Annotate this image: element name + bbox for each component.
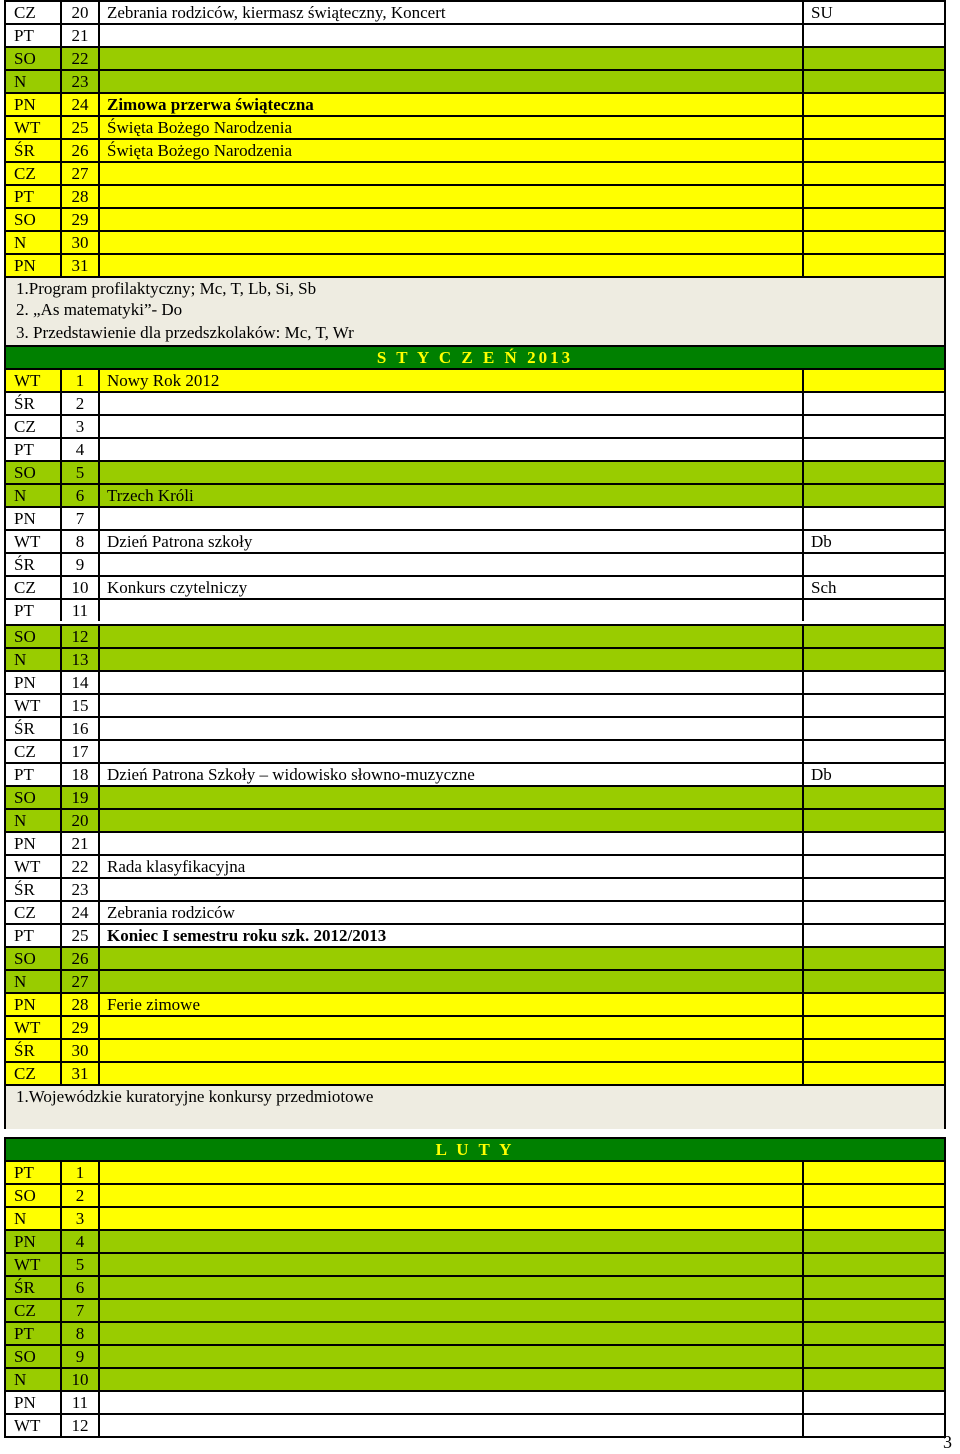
day-of-week: PN [4,253,60,276]
day-number: 11 [60,598,98,621]
responsible [802,1344,946,1367]
event-text [98,1252,802,1275]
table-row [4,1344,946,1367]
responsible [802,23,946,46]
day-number: 5 [60,460,98,483]
day-of-week: SO [4,624,60,647]
table-row [4,460,946,483]
table-row [4,23,946,46]
table-row [4,1206,946,1229]
table-row [4,1160,946,1183]
note-line: 1.Wojewódzkie kuratoryjne konkursy przedmiotowe [4,1084,946,1129]
responsible [802,1160,946,1183]
day-number: 1 [60,1160,98,1183]
responsible [802,831,946,854]
responsible [802,1206,946,1229]
responsible [802,368,946,391]
table-row [4,207,946,230]
day-number: 9 [60,552,98,575]
event-text [98,552,802,575]
event-text: Nowy Rok 2012 [98,368,802,391]
day-number: 31 [60,253,98,276]
day-number: 28 [60,992,98,1015]
responsible [802,854,946,877]
day-of-week: N [4,808,60,831]
table-row [4,1413,946,1436]
event-text [98,1229,802,1252]
day-number: 2 [60,1183,98,1206]
event-text [98,506,802,529]
table-row [4,138,946,161]
responsible: Db [802,762,946,785]
day-number: 12 [60,1413,98,1436]
event-text: Święta Bożego Narodzenia [98,138,802,161]
event-text: Trzech Króli [98,483,802,506]
table-row [4,1275,946,1298]
day-of-week: WT [4,529,60,552]
responsible [802,138,946,161]
table-row [4,161,946,184]
responsible [802,230,946,253]
responsible [802,1367,946,1390]
day-number: 30 [60,230,98,253]
responsible [802,437,946,460]
table-row [4,900,946,923]
table-row [4,1252,946,1275]
day-number: 7 [60,506,98,529]
day-number: 22 [60,46,98,69]
responsible: Db [802,529,946,552]
day-of-week: WT [4,1413,60,1436]
day-of-week: N [4,1206,60,1229]
responsible [802,1229,946,1252]
day-number: 29 [60,1015,98,1038]
table-row [4,1229,946,1252]
responsible [802,624,946,647]
day-of-week: CZ [4,161,60,184]
event-text [98,1413,802,1436]
day-of-week: PN [4,506,60,529]
day-of-week: SO [4,946,60,969]
table-row [4,1390,946,1413]
day-of-week: CZ [4,414,60,437]
responsible [802,670,946,693]
day-of-week: CZ [4,1298,60,1321]
table-row [4,877,946,900]
day-number: 18 [60,762,98,785]
day-of-week: WT [4,1252,60,1275]
responsible [802,460,946,483]
day-number: 10 [60,575,98,598]
event-text [98,69,802,92]
day-of-week: ŚR [4,391,60,414]
day-of-week: CZ [4,739,60,762]
event-text: Rada klasyfikacyjna [98,854,802,877]
event-text [98,1321,802,1344]
day-of-week: PN [4,1229,60,1252]
responsible [802,391,946,414]
day-number: 13 [60,647,98,670]
responsible [802,414,946,437]
event-text: Święta Bożego Narodzenia [98,115,802,138]
responsible [802,1038,946,1061]
responsible [802,598,946,621]
responsible [802,552,946,575]
day-number: 25 [60,923,98,946]
table-row [4,1183,946,1206]
event-text [98,647,802,670]
day-number: 6 [60,483,98,506]
event-text [98,946,802,969]
responsible [802,992,946,1015]
day-of-week: N [4,69,60,92]
day-number: 10 [60,1367,98,1390]
event-text [98,460,802,483]
month-header: S T Y C Z E Ń 2013 [4,345,946,368]
event-text [98,1390,802,1413]
table-row [4,437,946,460]
day-of-week: N [4,647,60,670]
day-number: 3 [60,1206,98,1229]
event-text: Zebrania rodziców [98,900,802,923]
day-number: 30 [60,1038,98,1061]
day-number: 3 [60,414,98,437]
month-header: L U T Y [4,1137,946,1160]
event-text [98,969,802,992]
day-of-week: CZ [4,575,60,598]
day-of-week: PT [4,1321,60,1344]
event-text: Ferie zimowe [98,992,802,1015]
table-row [4,575,946,598]
table-row [4,253,946,276]
table-row [4,992,946,1015]
day-of-week: WT [4,693,60,716]
event-text [98,414,802,437]
day-of-week: ŚR [4,552,60,575]
day-number: 16 [60,716,98,739]
day-of-week: PN [4,992,60,1015]
table-row [4,969,946,992]
responsible [802,716,946,739]
table-row [4,115,946,138]
note-line: 3. Przedstawienie dla przedszkolaków: Mc, T, Wr [4,322,946,345]
day-number: 5 [60,1252,98,1275]
table-row [4,414,946,437]
day-of-week: WT [4,1015,60,1038]
day-of-week: PN [4,670,60,693]
responsible [802,946,946,969]
table-row [4,785,946,808]
day-number: 24 [60,92,98,115]
responsible [802,900,946,923]
table-row [4,1038,946,1061]
table-row [4,1015,946,1038]
responsible [802,785,946,808]
event-text [98,1344,802,1367]
event-text [98,1275,802,1298]
responsible [802,739,946,762]
day-number: 11 [60,1390,98,1413]
day-of-week: PN [4,831,60,854]
event-text [98,831,802,854]
day-of-week: WT [4,854,60,877]
table-row [4,46,946,69]
section-gap [4,1129,946,1137]
day-number: 21 [60,23,98,46]
day-of-week: PT [4,23,60,46]
day-of-week: PT [4,184,60,207]
responsible [802,69,946,92]
responsible [802,1390,946,1413]
table-row [4,624,946,647]
event-text [98,23,802,46]
table-row [4,693,946,716]
note-line: 2. „As matematyki”- Do [4,299,946,322]
event-text [98,739,802,762]
day-of-week: SO [4,785,60,808]
day-number: 14 [60,670,98,693]
day-number: 23 [60,69,98,92]
day-of-week: PT [4,437,60,460]
day-of-week: PT [4,598,60,621]
event-text [98,877,802,900]
table-row [4,92,946,115]
day-of-week: N [4,1367,60,1390]
responsible [802,1321,946,1344]
calendar-table [4,0,946,1438]
day-of-week: WT [4,368,60,391]
responsible [802,969,946,992]
table-row [4,1321,946,1344]
responsible [802,161,946,184]
day-number: 24 [60,900,98,923]
table-row [4,831,946,854]
day-of-week: WT [4,115,60,138]
table-row [4,1061,946,1084]
day-of-week: SO [4,460,60,483]
day-number: 20 [60,808,98,831]
day-of-week: ŚR [4,716,60,739]
event-text [98,1038,802,1061]
table-row [4,647,946,670]
event-text [98,437,802,460]
table-row [4,1298,946,1321]
table-row [4,483,946,506]
responsible [802,207,946,230]
table-row [4,529,946,552]
event-text [98,598,802,621]
page-number: 3 [943,1432,952,1452]
day-of-week: CZ [4,0,60,23]
day-number: 26 [60,946,98,969]
responsible [802,115,946,138]
event-text [98,1160,802,1183]
responsible [802,647,946,670]
day-number: 27 [60,161,98,184]
responsible [802,253,946,276]
day-number: 27 [60,969,98,992]
day-number: 29 [60,207,98,230]
day-of-week: PT [4,762,60,785]
day-number: 20 [60,0,98,23]
responsible [802,808,946,831]
table-row [4,368,946,391]
day-of-week: ŚR [4,1275,60,1298]
responsible [802,483,946,506]
day-of-week: ŚR [4,1038,60,1061]
responsible [802,923,946,946]
event-text [98,1183,802,1206]
note-line: 1.Program profilaktyczny; Mc, T, Lb, Si, Sb [4,276,946,299]
event-text: Dzień Patrona szkoły [98,529,802,552]
event-text [98,1298,802,1321]
event-text [98,693,802,716]
event-text [98,1015,802,1038]
event-text [98,184,802,207]
table-row [4,0,946,23]
day-number: 22 [60,854,98,877]
day-number: 8 [60,529,98,552]
day-of-week: PT [4,923,60,946]
table-row [4,716,946,739]
day-number: 23 [60,877,98,900]
event-text: Koniec I semestru roku szk. 2012/2013 [98,923,802,946]
event-text [98,785,802,808]
day-number: 7 [60,1298,98,1321]
day-of-week: ŚR [4,877,60,900]
day-of-week: SO [4,46,60,69]
day-number: 25 [60,115,98,138]
table-row [4,923,946,946]
event-text [98,1061,802,1084]
table-row [4,69,946,92]
responsible [802,1015,946,1038]
responsible: SU [802,0,946,23]
day-number: 17 [60,739,98,762]
day-number: 4 [60,437,98,460]
table-row [4,946,946,969]
table-row [4,854,946,877]
responsible [802,1275,946,1298]
day-number: 26 [60,138,98,161]
day-number: 19 [60,785,98,808]
responsible [802,92,946,115]
event-text [98,624,802,647]
day-number: 12 [60,624,98,647]
table-row [4,598,946,621]
event-text: Zimowa przerwa świąteczna [98,92,802,115]
event-text: Zebrania rodziców, kiermasz świąteczny, Koncert [98,0,802,23]
day-of-week: CZ [4,900,60,923]
event-text: Konkurs czytelniczy [98,575,802,598]
table-row [4,391,946,414]
event-text [98,1206,802,1229]
day-number: 2 [60,391,98,414]
day-of-week: N [4,969,60,992]
day-of-week: SO [4,1183,60,1206]
day-number: 6 [60,1275,98,1298]
day-of-week: ŚR [4,138,60,161]
event-text [98,207,802,230]
responsible [802,184,946,207]
table-row [4,762,946,785]
event-text [98,391,802,414]
responsible: Sch [802,575,946,598]
responsible [802,877,946,900]
day-of-week: SO [4,207,60,230]
event-text [98,161,802,184]
day-of-week: PN [4,1390,60,1413]
event-text [98,716,802,739]
event-text [98,1367,802,1390]
day-of-week: CZ [4,1061,60,1084]
responsible [802,1183,946,1206]
responsible [802,1252,946,1275]
event-text [98,253,802,276]
day-number: 1 [60,368,98,391]
table-row [4,184,946,207]
responsible [802,693,946,716]
event-text [98,46,802,69]
day-of-week: PT [4,1160,60,1183]
day-of-week: N [4,483,60,506]
responsible [802,1413,946,1436]
day-number: 31 [60,1061,98,1084]
event-text: Dzień Patrona Szkoły – widowisko słowno-muzyczne [98,762,802,785]
table-row [4,230,946,253]
table-row [4,506,946,529]
event-text [98,670,802,693]
day-number: 4 [60,1229,98,1252]
table-bottom-border [4,1436,946,1438]
table-row [4,739,946,762]
responsible [802,46,946,69]
table-row [4,670,946,693]
table-row [4,1367,946,1390]
day-number: 15 [60,693,98,716]
day-of-week: SO [4,1344,60,1367]
day-number: 9 [60,1344,98,1367]
day-number: 21 [60,831,98,854]
day-of-week: PN [4,92,60,115]
table-row [4,808,946,831]
day-number: 8 [60,1321,98,1344]
table-row [4,552,946,575]
event-text [98,230,802,253]
day-of-week: N [4,230,60,253]
responsible [802,506,946,529]
event-text [98,808,802,831]
day-number: 28 [60,184,98,207]
responsible [802,1298,946,1321]
responsible [802,1061,946,1084]
